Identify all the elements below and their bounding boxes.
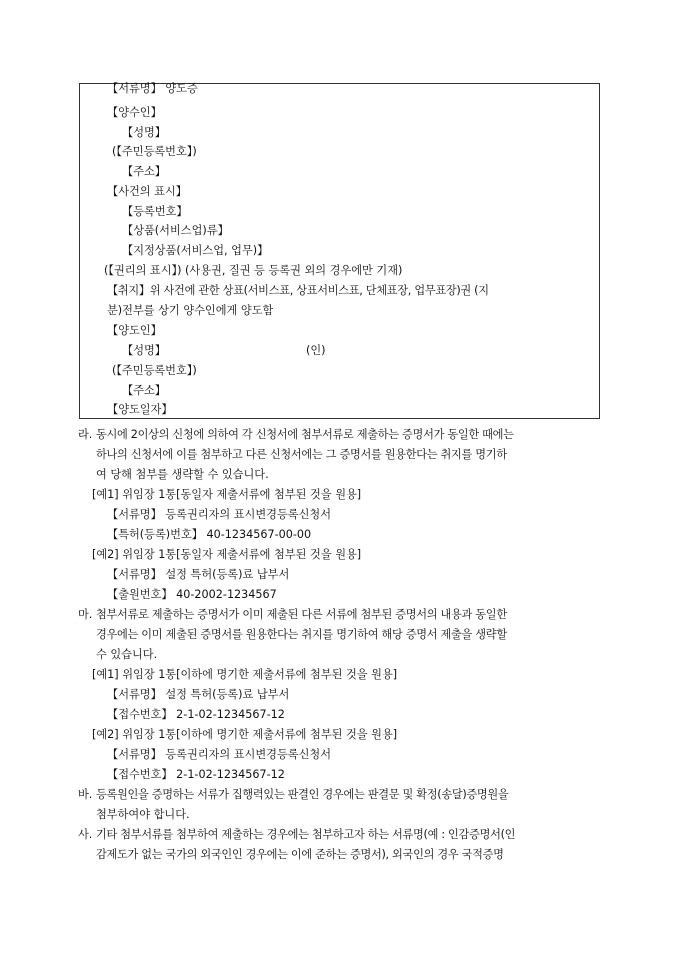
form-rights-indication: (【권리의 표시】) (사용권, 질권 등 등록권 외의 경우에만 기재) [104, 264, 403, 277]
section-ma-line1: 첨부서류로 제출하는 증명서가 이미 제출된 다른 서류에 첨부된 증명서의 내용과 동일한 [96, 608, 507, 621]
section-ra-example1-title: [예1] 위임장 1통[동일자 제출서류에 첨부된 것을 원용] [92, 488, 362, 501]
section-ma-example2-title: [예2] 위임장 1통[이하에 명기한 제출서류에 첨부된 것을 원용] [92, 728, 398, 741]
section-ra-example1-number: 【특허(등록)번호】 40-1234567-00-00 [107, 528, 312, 541]
section-ra-line2: 하나의 신청서에 이를 첨부하고 다른 신청서에는 그 증명서를 원용한다는 취지를 명기하 [96, 448, 507, 461]
form-purpose-line1: 【취지】위 사건에 관한 상표(서비스표, 상표서비스표, 단체표장, 업무표장)권 (지 [107, 284, 489, 297]
section-ma-line2: 경우에는 이미 제출된 증명서를 원용한다는 취지를 명기하여 해당 증명서 제출을 생략할 [96, 628, 507, 641]
section-ba-line2: 첨부하여야 합니다. [96, 808, 190, 821]
section-ra-label: 라. [78, 428, 93, 441]
form-seal: (인) [306, 344, 326, 357]
form-assignee-name: 【성명】 [122, 126, 166, 139]
section-ra-example2-doc: 【서류명】 설정 특허(등록)료 납부서 [107, 568, 290, 581]
section-ba-line1: 등록원인을 증명하는 서류가 집행력있는 판결인 경우에는 판결문 및 확정(송달)증명원을 [96, 788, 509, 801]
section-ma-example2-doc: 【서류명】 등록권리자의 표시변경등록신청서 [107, 748, 332, 761]
form-product-class: 【상품(서비스업)류】 [122, 224, 229, 237]
form-purpose-line2: 분)전부를 상기 양수인에게 양도함 [107, 304, 274, 317]
form-assignee-heading: 【양수인】 [107, 106, 162, 119]
form-assignee-rrn: (【주민등록번호】) [112, 145, 197, 158]
section-ba-label: 바. [78, 788, 93, 801]
section-sa-line1: 기타 첨부서류를 첨부하여 제출하는 경우에는 첨부하고자 하는 서류명(예 : 인감증명서(인 [96, 828, 516, 841]
section-sa-label: 사. [78, 828, 93, 841]
section-ra-line1: 동시에 2이상의 신청에 의하여 각 신청서에 첨부서류로 제출하는 증명서가 동일한 때에는 [96, 428, 514, 441]
form-assignee-address: 【주소】 [122, 165, 166, 178]
section-ma-label: 마. [78, 608, 93, 621]
section-ma-example2-number: 【접수번호】 2-1-02-1234567-12 [107, 768, 285, 781]
form-assignor-rrn: (【주민등록번호】) [112, 364, 197, 377]
section-ma-example1-doc: 【서류명】 설정 특허(등록)료 납부서 [107, 688, 290, 701]
section-ma-example1-title: [예1] 위임장 1통[이하에 명기한 제출서류에 첨부된 것을 원용] [92, 668, 398, 681]
form-assignor-heading: 【양도인】 [107, 324, 162, 337]
form-assignor-name: 【성명】 [122, 344, 166, 357]
section-ra-example1-doc: 【서류명】 등록권리자의 표시변경등록신청서 [107, 508, 332, 521]
section-ra-line3: 여 당해 첨부를 생략할 수 있습니다. [96, 468, 269, 481]
form-assignor-address: 【주소】 [122, 384, 166, 397]
section-sa-line2: 감제도가 없는 국가의 외국인인 경우에는 이에 준하는 증명서), 외국인의 경우 국적증명 [96, 848, 504, 861]
section-ma-example1-number: 【접수번호】 2-1-02-1234567-12 [107, 708, 285, 721]
form-designated-product: 【지정상품(서비스업, 업무)】 [122, 244, 269, 257]
section-ra-example2-title: [예2] 위임장 1통[동일자 제출서류에 첨부된 것을 원용] [92, 548, 362, 561]
form-transfer-date: 【양도일자】 [107, 403, 173, 416]
section-ra-example2-number: 【출원번호】 40-2002-1234567 [107, 588, 277, 601]
form-reg-number: 【등록번호】 [122, 205, 188, 218]
form-case-indication: 【사건의 표시】 [107, 185, 187, 198]
section-ma-line3: 수 있습니다. [96, 648, 158, 661]
form-doc-name: 【서류명】 양도증 [107, 82, 198, 95]
